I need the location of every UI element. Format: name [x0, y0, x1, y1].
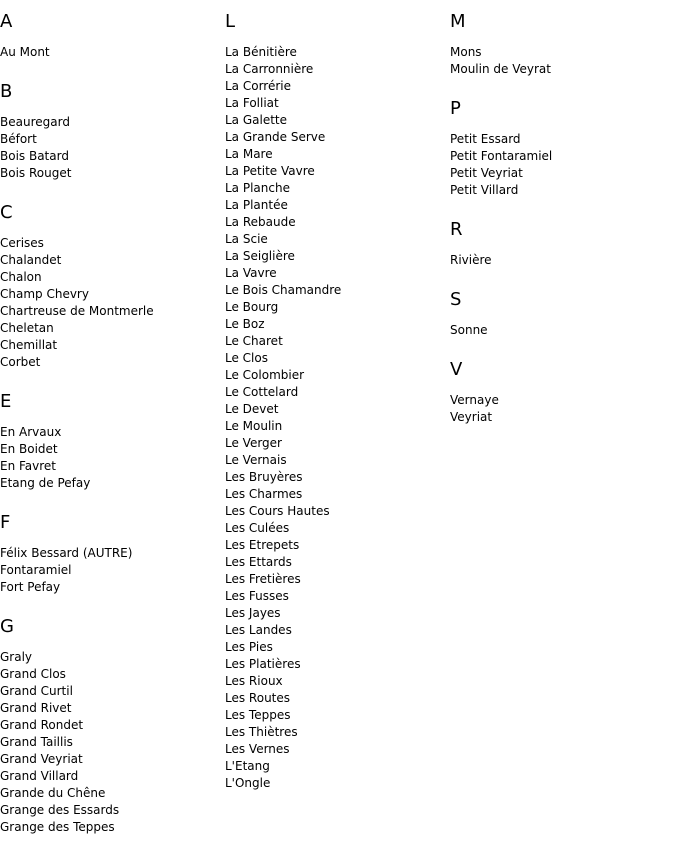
name-link[interactable]: Les Platières: [225, 657, 301, 671]
letter-heading: L: [225, 11, 236, 32]
name-link[interactable]: Grand Clos: [0, 667, 66, 681]
letter-group-m: [450, 11, 670, 78]
name-link[interactable]: Béfort: [0, 132, 37, 146]
name-list: [0, 235, 220, 371]
letter-heading: R: [450, 219, 463, 240]
name-link[interactable]: La Scie: [225, 232, 268, 246]
letter-heading: P: [450, 98, 461, 119]
name-link[interactable]: Corbet: [0, 355, 41, 369]
letter-heading: G: [0, 616, 14, 637]
name-link[interactable]: La Grande Serve: [225, 130, 326, 144]
name-link[interactable]: Graly: [0, 650, 33, 664]
letter-group-b: [0, 81, 220, 182]
name-link[interactable]: Le Colombier: [225, 368, 305, 382]
name-link[interactable]: Le Clos: [225, 351, 268, 365]
letter-heading: M: [450, 11, 466, 32]
name-link[interactable]: En Boidet: [0, 442, 58, 456]
name-link[interactable]: Au Mont: [0, 45, 50, 59]
name-link[interactable]: Chartreuse de Montmerle: [0, 304, 154, 318]
name-link[interactable]: La Bénitière: [225, 45, 297, 59]
name-link[interactable]: Champ Chevry: [0, 287, 89, 301]
letter-group-e: [0, 391, 220, 492]
name-list: [450, 252, 670, 269]
name-link[interactable]: Grand Villard: [0, 769, 79, 783]
name-link[interactable]: Fontaramiel: [0, 563, 72, 577]
name-link[interactable]: Grand Taillis: [0, 735, 73, 749]
name-link[interactable]: Le Cottelard: [225, 385, 299, 399]
letter-heading: S: [450, 289, 462, 310]
name-list: [450, 131, 670, 199]
name-link[interactable]: Cerises: [0, 236, 44, 250]
name-link[interactable]: Chalandet: [0, 253, 62, 267]
name-list: [0, 424, 220, 492]
name-link[interactable]: Petit Fontaramiel: [450, 149, 553, 163]
name-link[interactable]: Félix Bessard (AUTRE): [0, 546, 133, 560]
name-link[interactable]: Grand Curtil: [0, 684, 73, 698]
name-link[interactable]: Les Rioux: [225, 674, 283, 688]
name-link[interactable]: Les Ettards: [225, 555, 292, 569]
name-link[interactable]: Grand Rondet: [0, 718, 84, 732]
name-link[interactable]: En Arvaux: [0, 425, 62, 439]
name-link[interactable]: Chemillat: [0, 338, 58, 352]
name-link[interactable]: La Seiglière: [225, 249, 295, 263]
letter-group-g: [0, 616, 220, 836]
name-link[interactable]: Bois Batard: [0, 149, 69, 163]
name-link[interactable]: Le Bourg: [225, 300, 279, 314]
name-link[interactable]: Sonne: [450, 323, 488, 337]
name-link[interactable]: La Mare: [225, 147, 273, 161]
name-link[interactable]: Petit Villard: [450, 183, 519, 197]
name-list: [0, 44, 220, 61]
name-link[interactable]: Les Culées: [225, 521, 290, 535]
name-link[interactable]: Fort Pefay: [0, 580, 61, 594]
name-link[interactable]: La Petite Vavre: [225, 164, 315, 178]
name-link[interactable]: Grange des Essards: [0, 803, 120, 817]
letter-group-r: [450, 219, 670, 269]
name-list: [450, 322, 670, 339]
name-link[interactable]: Les Cours Hautes: [225, 504, 330, 518]
name-link[interactable]: Le Charet: [225, 334, 283, 348]
name-list: [0, 545, 220, 596]
name-link[interactable]: Etang de Pefay: [0, 476, 91, 490]
name-link[interactable]: Les Landes: [225, 623, 292, 637]
name-link[interactable]: Le Moulin: [225, 419, 283, 433]
name-list: [450, 44, 670, 78]
name-link[interactable]: Le Boz: [225, 317, 265, 331]
name-link[interactable]: La Folliat: [225, 96, 279, 110]
name-list: [225, 44, 445, 792]
name-link[interactable]: Grand Rivet: [0, 701, 72, 715]
name-link[interactable]: Le Vernais: [225, 453, 287, 467]
letter-group-s: [450, 289, 670, 339]
name-link[interactable]: Grand Veyriat: [0, 752, 83, 766]
name-link[interactable]: L'Etang: [225, 759, 270, 773]
index-column-2: [225, 11, 445, 812]
name-link[interactable]: Les Pies: [225, 640, 273, 654]
name-link[interactable]: La Rebaude: [225, 215, 296, 229]
index-column-3: [450, 11, 670, 446]
name-link[interactable]: Bois Rouget: [0, 166, 72, 180]
name-link[interactable]: Les Fretières: [225, 572, 301, 586]
name-link[interactable]: La Planche: [225, 181, 290, 195]
name-link[interactable]: Petit Essard: [450, 132, 521, 146]
name-link[interactable]: Cheletan: [0, 321, 54, 335]
name-link[interactable]: Les Teppes: [225, 708, 291, 722]
name-link[interactable]: Rivière: [450, 253, 492, 267]
name-link[interactable]: Les Vernes: [225, 742, 290, 756]
letter-heading: C: [0, 202, 13, 223]
name-link[interactable]: Moulin de Veyrat: [450, 62, 551, 76]
name-list: [450, 392, 670, 426]
letter-heading: E: [0, 391, 12, 412]
name-link[interactable]: La Galette: [225, 113, 288, 127]
name-link[interactable]: Les Jayes: [225, 606, 281, 620]
name-link[interactable]: Le Bois Chamandre: [225, 283, 342, 297]
letter-group-v: [450, 359, 670, 426]
name-link[interactable]: Beauregard: [0, 115, 70, 129]
name-link[interactable]: Les Thiètres: [225, 725, 298, 739]
name-link[interactable]: La Carronnière: [225, 62, 314, 76]
letter-heading: B: [0, 81, 13, 102]
name-link[interactable]: La Plantée: [225, 198, 288, 212]
name-link[interactable]: Les Etrepets: [225, 538, 300, 552]
name-list: [0, 649, 220, 836]
letter-group-c: [0, 202, 220, 371]
name-link[interactable]: La Corrérie: [225, 79, 291, 93]
letter-group-l: [225, 11, 445, 792]
name-link[interactable]: En Favret: [0, 459, 57, 473]
name-link[interactable]: Les Routes: [225, 691, 291, 705]
name-link[interactable]: Le Devet: [225, 402, 279, 416]
name-link[interactable]: Veyriat: [450, 410, 493, 424]
name-link[interactable]: Le Verger: [225, 436, 282, 450]
letter-group-f: [0, 512, 220, 596]
name-link[interactable]: Mons: [450, 45, 482, 59]
letter-heading: A: [0, 11, 13, 32]
letter-heading: F: [0, 512, 11, 533]
name-link[interactable]: Petit Veyriat: [450, 166, 523, 180]
letter-group-a: [0, 11, 220, 61]
letter-group-p: [450, 98, 670, 199]
name-link[interactable]: Chalon: [0, 270, 42, 284]
name-list: [0, 114, 220, 182]
index-column-1: [0, 11, 220, 856]
name-link[interactable]: Vernaye: [450, 393, 499, 407]
name-link[interactable]: Les Charmes: [225, 487, 303, 501]
letter-heading: V: [450, 359, 463, 380]
name-link[interactable]: L'Ongle: [225, 776, 271, 790]
name-link[interactable]: Grange des Teppes: [0, 820, 115, 834]
name-link[interactable]: Grande du Chêne: [0, 786, 106, 800]
name-link[interactable]: Les Bruyères: [225, 470, 303, 484]
name-link[interactable]: La Vavre: [225, 266, 277, 280]
name-link[interactable]: Les Fusses: [225, 589, 289, 603]
